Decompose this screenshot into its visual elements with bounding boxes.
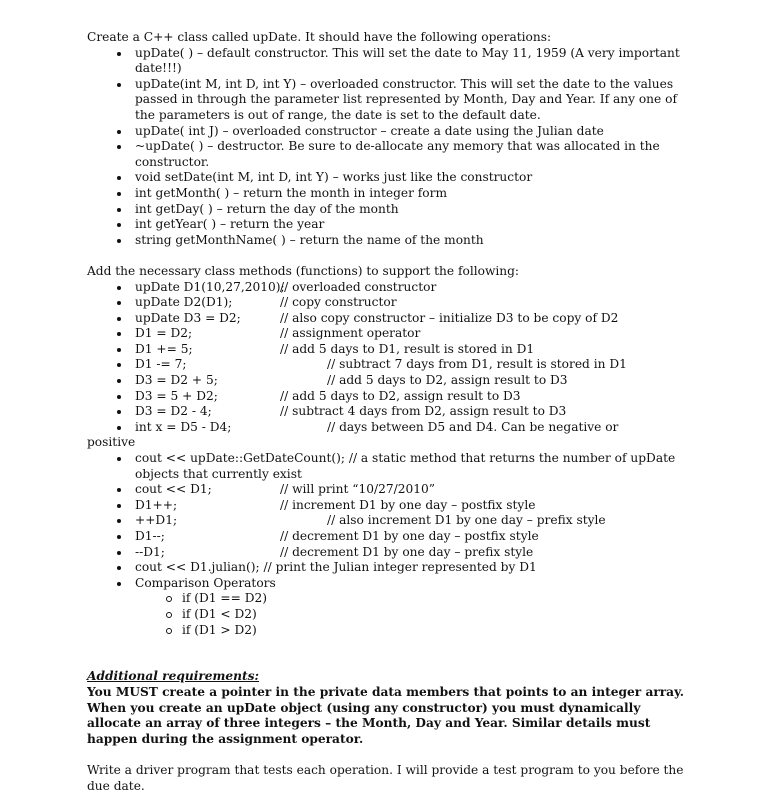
method-item: [87, 373, 687, 389]
operation-item: int getYear( ) – return the year: [87, 217, 687, 233]
operation-item: upDate( ) – default constructor. This will set the date to May 11, 1959 (A very important date!!!): [87, 46, 687, 77]
method-item: [87, 389, 687, 405]
comparison-label: Comparison Operators: [135, 575, 276, 590]
method-comment-continued: positive: [87, 435, 136, 450]
method-comment: // days between D5 and D4. Can be negative or: [327, 419, 619, 434]
additional-requirements-text: You MUST create a pointer in the private data members that points to an integer array. When you create an upDate object (using any constructor) you must dynamically allocate an array of three integers – the Month, Day and Year. Similar details must happen during the assignment operator.: [87, 684, 685, 746]
operation-item: upDate( int J) – overloaded constructor – create a date using the Julian date: [87, 124, 687, 140]
assignment-document: [87, 30, 687, 794]
comparison-item: if (D1 > D2): [87, 623, 687, 639]
method-item: [87, 280, 687, 296]
method-code: --D1;: [135, 544, 165, 559]
method-comment: // copy constructor: [280, 295, 397, 310]
method-item: [87, 326, 687, 342]
method-comment: // add 5 days to D2, assign result to D3: [280, 388, 521, 403]
method-comment: // will print “10/27/2010”: [280, 482, 435, 497]
method-item: [87, 576, 687, 638]
method-code: D1 -= 7;: [135, 357, 187, 372]
operation-item: string getMonthName( ) – return the name of the month: [87, 233, 687, 249]
method-comment: // subtract 4 days from D2, assign result to D3: [280, 404, 567, 419]
method-code: int x = D5 - D4;: [135, 419, 232, 434]
method-code: upDate D2(D1);: [135, 295, 233, 310]
method-item: [87, 357, 687, 373]
operation-item: upDate(int M, int D, int Y) – overloaded constructor. This will set the date to the values passed in through the parameter list represented by Month, Day and Year. If any one of the parameters is out of range, the date is set to the default date.: [87, 77, 687, 124]
method-item: [87, 420, 687, 451]
method-code: D3 = 5 + D2;: [135, 388, 218, 403]
operation-item: void setDate(int M, int D, int Y) – works just like the constructor: [87, 170, 687, 186]
comparison-list: [87, 591, 687, 638]
method-code: D1--;: [135, 529, 165, 543]
method-item: [87, 498, 687, 514]
method-item: [87, 311, 687, 327]
operation-item: int getMonth( ) – return the month in integer form: [87, 186, 687, 202]
method-code: D3 = D2 - 4;: [135, 404, 212, 419]
operations-list: [87, 46, 687, 249]
comparison-item: if (D1 == D2): [87, 591, 687, 607]
method-comment: // decrement D1 by one day – postfix style: [280, 529, 539, 543]
operation-item: ~upDate( ) – destructor. Be sure to de-allocate any memory that was allocated in the constructor.: [87, 139, 687, 170]
method-code: upDate D3 = D2;: [135, 310, 241, 325]
methods-intro-text: Add the necessary class methods (functions) to support the following:: [87, 263, 520, 278]
driver-text: Write a driver program that tests each operation. I will provide a test program to you before the due date.: [87, 762, 684, 793]
method-code: cout << D1;: [135, 482, 212, 497]
method-comment: // subtract 7 days from D1, result is stored in D1: [327, 357, 627, 372]
method-comment: // also copy constructor – initialize D3 to be copy of D2: [280, 310, 619, 325]
comparison-item: if (D1 < D2): [87, 607, 687, 623]
method-item: [87, 342, 687, 358]
method-code: D1 += 5;: [135, 341, 193, 356]
method-comment: // overloaded constructor: [280, 279, 437, 294]
method-code: upDate D1(10,27,2010);: [135, 279, 285, 294]
method-comment: // decrement D1 by one day – prefix style: [280, 544, 534, 559]
method-item: [87, 295, 687, 311]
method-item: [87, 513, 687, 529]
method-code: D1++;: [135, 497, 178, 512]
method-item: [87, 529, 687, 545]
method-code: D1 = D2;: [135, 326, 193, 341]
method-comment: // add 5 days to D1, result is stored in D1: [280, 341, 535, 356]
method-code: ++D1;: [135, 513, 178, 528]
method-item: [87, 482, 687, 498]
method-comment: // assignment operator: [280, 326, 421, 341]
method-item: cout << upDate::GetDateCount(); // a static method that returns the number of upDate objects that currently exist: [87, 451, 687, 482]
additional-heading: Additional requirements:: [87, 669, 260, 684]
method-item: [87, 545, 687, 561]
method-comment: // also increment D1 by one day – prefix style: [327, 513, 606, 528]
method-comment: // add 5 days to D2, assign result to D3: [327, 373, 568, 388]
method-item: [87, 404, 687, 420]
methods-list: [87, 280, 687, 639]
operation-item: int getDay( ) – return the day of the month: [87, 202, 687, 218]
method-item: cout << D1.julian(); // print the Julian integer represented by D1: [87, 560, 687, 576]
method-comment: // increment D1 by one day – postfix style: [280, 497, 536, 512]
intro-text: Create a C++ class called upDate. It should have the following operations:: [87, 30, 552, 44]
method-code: D3 = D2 + 5;: [135, 373, 218, 388]
